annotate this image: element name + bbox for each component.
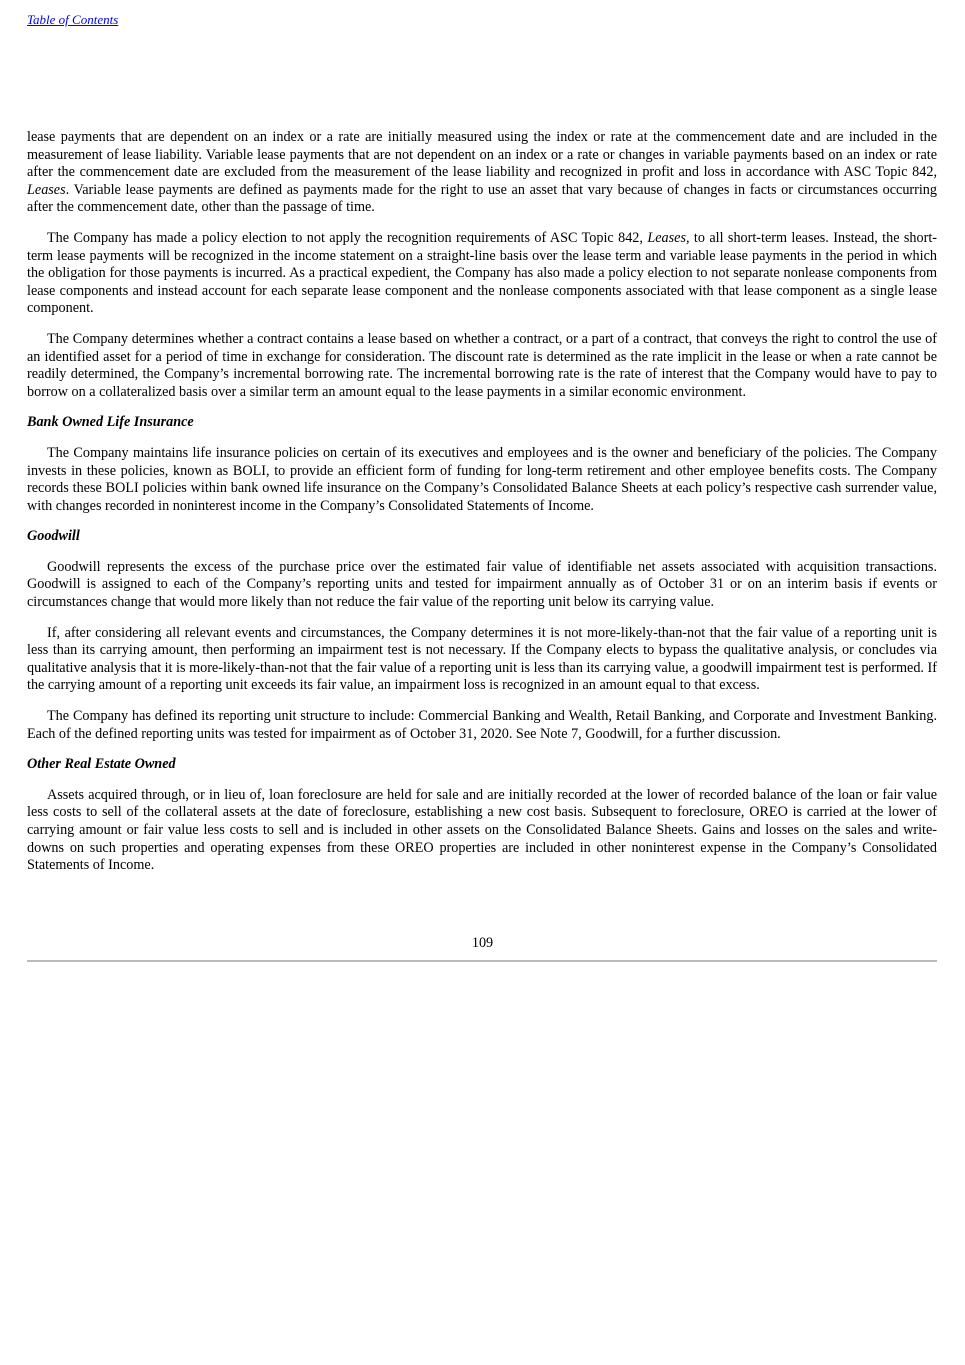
- paragraph-oreo: Assets acquired through, or in lieu of, loan foreclosure are held for sale and are initially recorded at the lower of recorded balance of the loan or fair value less costs to sell of the collateral assets at the date of foreclosure, establishing a new cost basis. Subsequent to foreclosure, OREO is carried at the lower of carrying amount or fair value less costs to sell and is included in other assets on the Consolidated Balance Sheets. Gains and losses on the sales and write-downs on such properties and operating expenses from these OREO properties are included in other noninterest expense in the Company’s Consolidated Statements of Income.: [27, 786, 937, 874]
- paragraph-text: . Variable lease payments are defined as payments made for the right to use an asset that vary because of changes in facts or circumstances occurring after the commencement date, other than the passage of time.: [27, 181, 937, 216]
- page-number: 109: [471, 935, 494, 951]
- table-of-contents-link[interactable]: Table of Contents: [27, 12, 119, 27]
- paragraph-text: lease payments that are dependent on an index or a rate are initially measured using the index or rate at the commencement date and are included in the measurement of lease liability. Variable lease payments that are not dependent on an index or a rate or changes in variable payments based on an index or rate after the commencement date are excluded from the measurement of the lease liability and recognized in profit and loss in accordance with ASC Topic 842,: [27, 129, 937, 181]
- italic-term-leases: Leases: [647, 229, 686, 246]
- page-divider: [27, 960, 937, 962]
- italic-term-leases: Leases: [27, 181, 66, 198]
- paragraph-boli: The Company maintains life insurance policies on certain of its executives and employees and is the owner and beneficiary of the policies. The Company invests in these policies, known as BOLI, to provide an efficient form of funding for long-term retirement and other employee benefits costs. The Company records these BOLI policies within bank owned life insurance on the Company’s Consolidated Balance Sheets at each policy’s respective cash surrender value, with changes recorded in noninterest income in the Company’s Consolidated Statements of Income.: [27, 444, 937, 514]
- paragraph-text: The Company has made a policy election to not apply the recognition requirements of ASC Topic 842,: [47, 229, 648, 246]
- heading-other-real-estate-owned: Other Real Estate Owned: [27, 756, 176, 773]
- paragraph-variable-lease-payments: [27, 129, 937, 217]
- paragraph-text: , to all short-term leases. Instead, the short-term lease payments will be recognized in the income statement on a straight-line basis over the lease term and variable lease payments in the period in which the obligation for those payments is incurred. As a practical expedient, the Company has also made a policy election to not separate nonlease components from lease components and instead account for each separate lease component and the nonlease components associated with that lease component as a single lease component.: [27, 229, 938, 317]
- paragraph-reporting-units: The Company has defined its reporting unit structure to include: Commercial Banking and Wealth, Retail Banking, and Corporate and Investment Banking. Each of the defined reporting units was tested for impairment as of October 31, 2020. See Note 7, Goodwill, for a further discussion.: [27, 708, 937, 742]
- paragraph-short-term-lease-election: [27, 230, 937, 318]
- heading-goodwill: Goodwill: [27, 528, 80, 545]
- paragraph-goodwill-definition: Goodwill represents the excess of the purchase price over the estimated fair value of identifiable net assets associated with acquisition transactions. Goodwill is assigned to each of the Company’s reporting units and tested for impairment annually as of October 31 or on an interim basis if events or circumstances change that would more likely than not reduce the fair value of the reporting unit below its carrying value.: [27, 558, 937, 611]
- heading-bank-owned-life-insurance: Bank Owned Life Insurance: [27, 414, 194, 431]
- paragraph-lease-determination: The Company determines whether a contract contains a lease based on whether a contract, or a part of a contract, that conveys the right to control the use of an identified asset for a period of time in exchange for consideration. The discount rate is determined as the rate implicit in the lease or when a rate cannot be readily determined, the Company’s incremental borrowing rate. The incremental borrowing rate is the rate of interest that the Company would have to pay to borrow on a collateralized basis over a similar term an amount equal to the lease payments in a similar economic environment.: [27, 330, 937, 400]
- paragraph-goodwill-impairment: If, after considering all relevant events and circumstances, the Company determines it is not more-likely-than-not that the fair value of a reporting unit is less than its carrying amount, then performing an impairment test is not necessary. If the Company elects to bypass the qualitative analysis, or concludes via qualitative analysis that it is more-likely-than-not that the fair value of a reporting unit is less than its carrying value, a goodwill impairment test is performed. If the carrying amount of a reporting unit exceeds its fair value, an impairment loss is recognized in an amount equal to that excess.: [27, 624, 937, 694]
- document-body: [27, 129, 937, 888]
